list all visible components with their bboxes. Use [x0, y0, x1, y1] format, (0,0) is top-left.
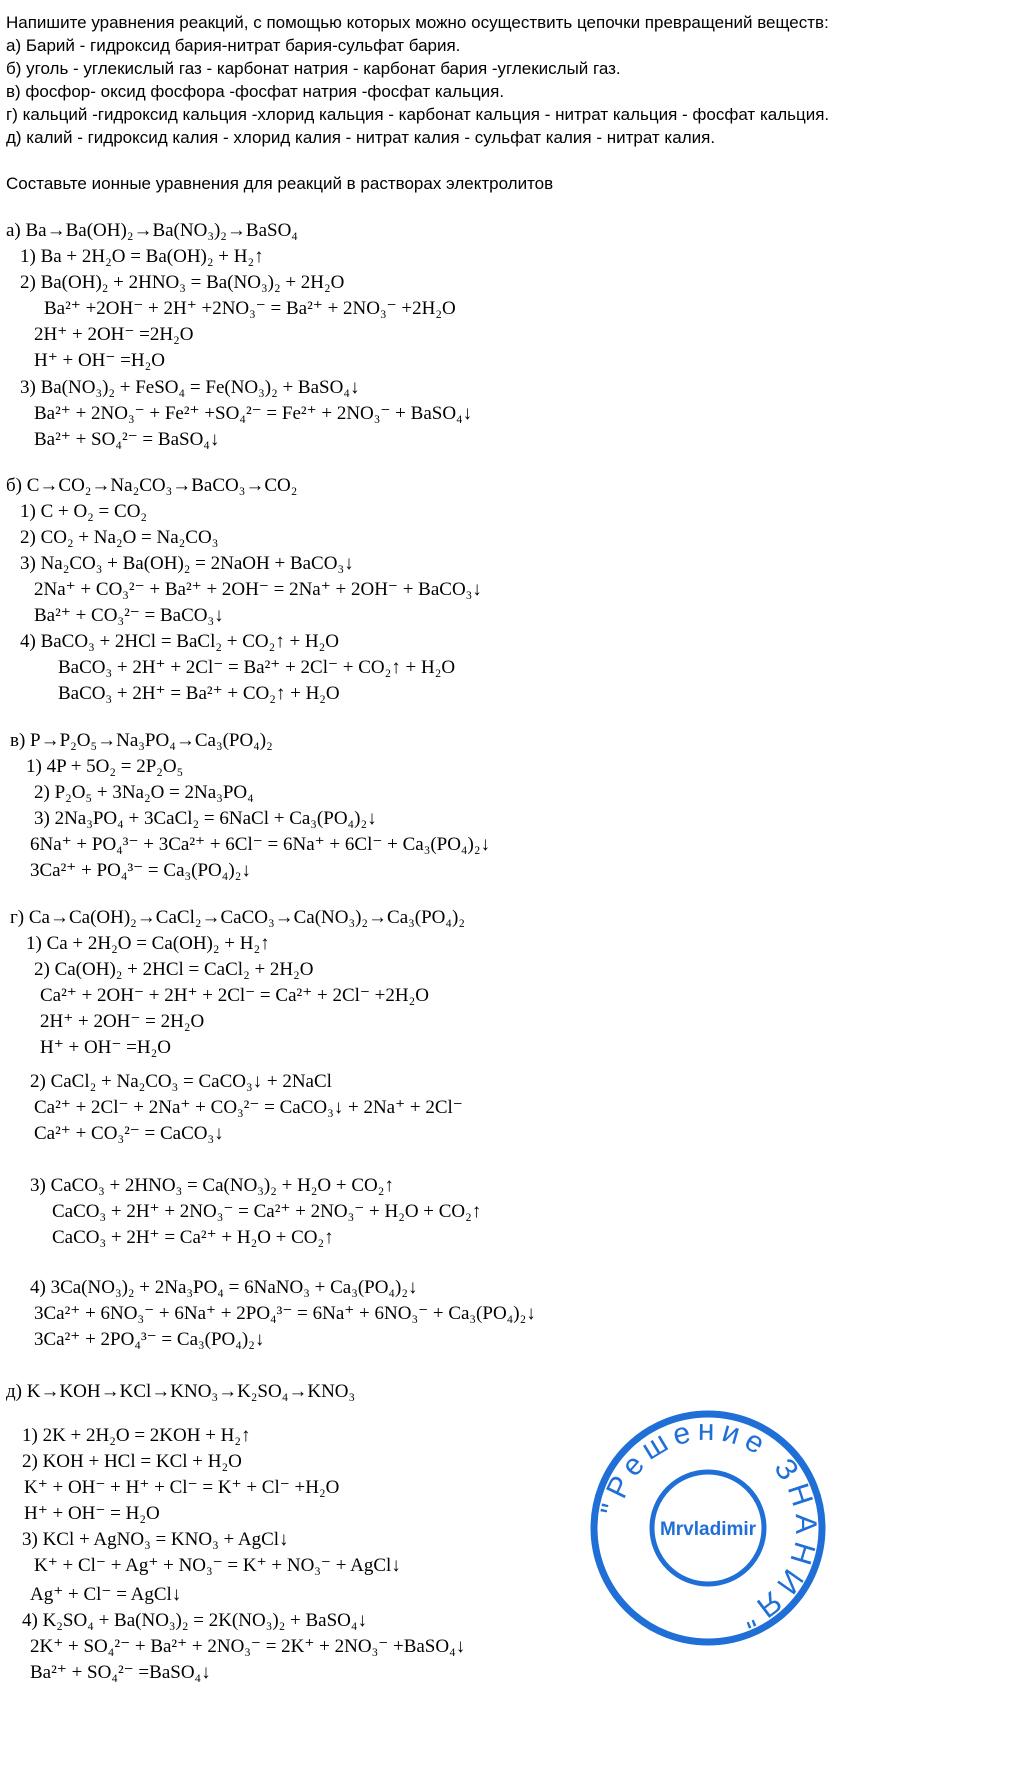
ionic-line: Ba²⁺ + 2NO₃⁻ + Fe²⁺ +SO₄²⁻ = Fe²⁺ + 2NO₃⁻ + BaSO₄↓: [34, 403, 473, 424]
equation-line: 1) 4P + 5O₂ = 2P₂O₅: [26, 756, 184, 777]
ionic-line: 3Ca²⁺ + 6NO₃⁻ + 6Na⁺ + 2PO₄³⁻ = 6Na⁺ + 6NO₃⁻ + Ca₃(PO₄)₂↓: [34, 1303, 536, 1324]
chain-heading: б) C→CO₂→Na₂CO₃→BaCO₃→CO₂: [6, 475, 298, 496]
ionic-line: CaCO₃ + 2H⁺ + 2NO₃⁻ = Ca²⁺ + 2NO₃⁻ + H₂O + CO₂↑: [52, 1201, 482, 1222]
stamp-ring-text: "Решение ЗНАНИЯ": [594, 1413, 823, 1637]
task-line: д) калий - гидроксид калия - хлорид калия - нитрат калия - сульфат калия - нитрат калия.: [6, 128, 716, 147]
ionic-line: CaCO₃ + 2H⁺ = Ca²⁺ + H₂O + CO₂↑: [52, 1227, 334, 1248]
ionic-line: Ba²⁺ + CO₃²⁻ = BaCO₃↓: [34, 605, 224, 626]
equation-line: 3) Ba(NO₃)₂ + FeSO₄ = Fe(NO₃)₂ + BaSO₄↓: [20, 377, 360, 398]
ionic-line: Ca²⁺ + 2Cl⁻ + 2Na⁺ + CO₃²⁻ = CaCO₃↓ + 2Na⁺ + 2Cl⁻: [34, 1097, 463, 1118]
ionic-line: 2K⁺ + SO₄²⁻ + Ba²⁺ + 2NO₃⁻ = 2K⁺ + 2NO₃⁻ +BaSO₄↓: [30, 1636, 466, 1657]
task-line: г) кальций -гидроксид кальция -хлорид кальция - карбонат кальция - нитрат кальция - фосфат кальция.: [6, 105, 830, 124]
equation-line: 3) Na₂CO₃ + Ba(OH)₂ = 2NaOH + BaCO₃↓: [20, 553, 354, 574]
chain-heading: в) P→P₂O₅→Na₃PO₄→Ca₃(PO₄)₂: [10, 730, 273, 751]
ionic-line: Ba²⁺ +2OH⁻ + 2H⁺ +2NO₃⁻ = Ba²⁺ + 2NO₃⁻ +2H₂O: [44, 298, 456, 319]
ionic-line: 3Ca²⁺ + PO₄³⁻ = Ca₃(PO₄)₂↓: [30, 860, 251, 881]
stamp-seal: [588, 1408, 828, 1648]
ionic-line: BaCO₃ + 2H⁺ = Ba²⁺ + CO₂↑ + H₂O: [58, 683, 340, 704]
equation-line: 1) Ba + 2H₂O = Ba(OH)₂ + H₂↑: [20, 246, 264, 267]
ionic-line: H⁺ + OH⁻ =H₂O: [40, 1037, 171, 1058]
stamp-center-text: Mrvladimir: [659, 1519, 757, 1540]
ionic-line: K⁺ + OH⁻ + H⁺ + Cl⁻ = K⁺ + Cl⁻ +H₂O: [24, 1477, 340, 1498]
ionic-line: 2H⁺ + 2OH⁻ = 2H₂O: [40, 1011, 205, 1032]
chain-heading: д) K→KOH→KCl→KNO₃→K₂SO₄→KNO₃: [6, 1381, 356, 1402]
ionic-line: 2H⁺ + 2OH⁻ =2H₂O: [34, 324, 194, 345]
equation-line: 3) 2Na₃PO₄ + 3CaCl₂ = 6NaCl + Ca₃(PO₄)₂↓: [34, 808, 377, 829]
equation-line: 2) P₂O₅ + 3Na₂O = 2Na₃PO₄: [34, 782, 254, 803]
ionic-line: Ba²⁺ + SO₄²⁻ = BaSO₄↓: [34, 429, 220, 450]
ionic-line: Ba²⁺ + SO₄²⁻ =BaSO₄↓: [30, 1662, 211, 1683]
ionic-line: Ca²⁺ + 2OH⁻ + 2H⁺ + 2Cl⁻ = Ca²⁺ + 2Cl⁻ +2H₂O: [40, 985, 429, 1006]
ionic-line: Ag⁺ + Cl⁻ = AgCl↓: [30, 1584, 182, 1605]
equation-line: 1) 2K + 2H₂O = 2KOH + H₂↑: [22, 1425, 251, 1446]
chain-heading: а) Ba→Ba(OH)₂→Ba(NO₃)₂→BaSO₄: [6, 220, 298, 241]
ionic-line: H⁺ + OH⁻ = H₂O: [24, 1503, 160, 1524]
equation-line: 4) 3Ca(NO₃)₂ + 2Na₃PO₄ = 6NaNO₃ + Ca₃(PO₄)₂↓: [30, 1277, 418, 1298]
equation-line: 2) CaCl₂ + Na₂CO₃ = CaCO₃↓ + 2NaCl: [30, 1071, 332, 1092]
ionic-line: BaCO₃ + 2H⁺ + 2Cl⁻ = Ba²⁺ + 2Cl⁻ + CO₂↑ + H₂O: [58, 657, 456, 678]
chain-heading: г) Ca→Ca(OH)₂→CaCl₂→CaCO₃→Ca(NO₃)₂→Ca₃(PO₄)₂: [10, 907, 465, 928]
equation-line: 4) K₂SO₄ + Ba(NO₃)₂ = 2K(NO₃)₂ + BaSO₄↓: [22, 1610, 368, 1631]
task-line: а) Барий - гидроксид бария-нитрат бария-сульфат бария.: [6, 36, 461, 55]
ionic-line: 3Ca²⁺ + 2PO₄³⁻ = Ca₃(PO₄)₂↓: [34, 1329, 265, 1350]
equation-line: 2) Ba(OH)₂ + 2HNO₃ = Ba(NO₃)₂ + 2H₂O: [20, 272, 345, 293]
ionic-line: H⁺ + OH⁻ =H₂O: [34, 350, 165, 371]
task-line: Напишите уравнения реакций, с помощью которых можно осуществить цепочки превращений веществ:: [6, 13, 829, 32]
ionic-line: 2Na⁺ + CO₃²⁻ + Ba²⁺ + 2OH⁻ = 2Na⁺ + 2OH⁻ + BaCO₃↓: [34, 579, 482, 600]
equation-line: 4) BaCO₃ + 2HCl = BaCl₂ + CO₂↑ + H₂O: [20, 631, 340, 652]
equation-line: 2) Ca(OH)₂ + 2HCl = CaCl₂ + 2H₂O: [34, 959, 314, 980]
equation-line: 3) KCl + AgNO₃ = KNO₃ + AgCl↓: [22, 1529, 289, 1550]
ionic-line: Ca²⁺ + CO₃²⁻ = CaCO₃↓: [34, 1123, 224, 1144]
equation-line: 3) CaCO₃ + 2HNO₃ = Ca(NO₃)₂ + H₂O + CO₂↑: [30, 1175, 394, 1196]
equation-line: 2) CO₂ + Na₂O = Na₂CO₃: [20, 527, 219, 548]
task-line: б) уголь - углекислый газ - карбонат натрия - карбонат бария -углекислый газ.: [6, 59, 621, 78]
task-instruction: Составьте ионные уравнения для реакций в растворах электролитов: [6, 174, 554, 193]
equation-line: 1) C + O₂ = CO₂: [20, 501, 148, 522]
equation-line: 2) KOH + HCl = KCl + H₂O: [22, 1451, 242, 1472]
equation-line: 1) Ca + 2H₂O = Ca(OH)₂ + H₂↑: [26, 933, 270, 954]
task-line: в) фосфор- оксид фосфора -фосфат натрия -фосфат кальция.: [6, 82, 505, 101]
ionic-line: 6Na⁺ + PO₄³⁻ + 3Ca²⁺ + 6Cl⁻ = 6Na⁺ + 6Cl⁻ + Ca₃(PO₄)₂↓: [30, 834, 491, 855]
ionic-line: K⁺ + Cl⁻ + Ag⁺ + NO₃⁻ = K⁺ + NO₃⁻ + AgCl↓: [34, 1555, 401, 1576]
